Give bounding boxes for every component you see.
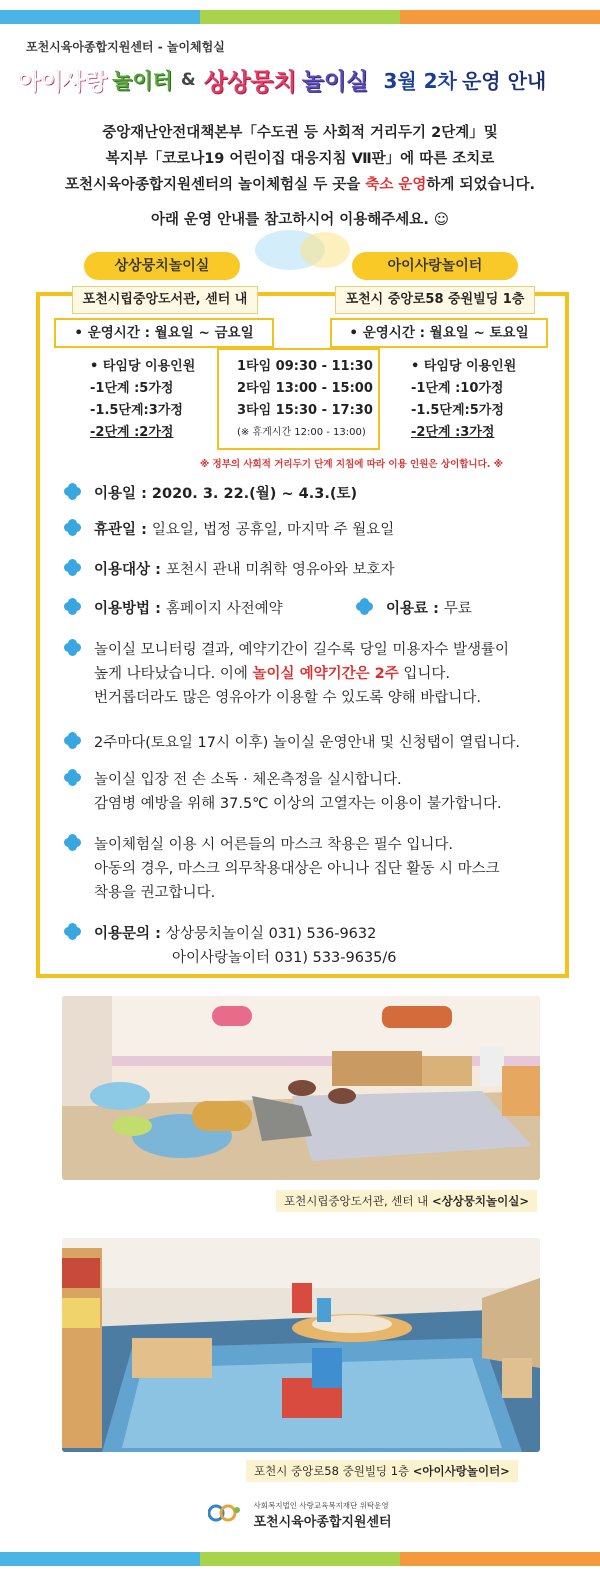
info-monitoring: 놀이실 모니터링 결과, 예약기간이 길수록 당일 미용자수 발생률이 높게 나타났습니다. 이에 놀이실 예약기간은 2주 입니다. 번거롭더라도 많은 영유아가 이용할 수 있도록 양해 바랍니다. bbox=[64, 638, 509, 710]
photo-caption-1: 포천시립중앙도서관, 센터 내 <상상뭉치놀이실> bbox=[276, 1190, 537, 1212]
info-closed: 휴관일 : 일요일, 법정 공휴일, 마지막 주 월요일 bbox=[64, 518, 394, 542]
clover-icon bbox=[64, 559, 82, 577]
page-title bbox=[18, 62, 588, 102]
info-target: 이용대상 : 포천시 관내 미취학 영유아와 보호자 bbox=[64, 558, 394, 582]
contact-phone-1: 상상뭉치놀이실 031) 536-9632 bbox=[165, 926, 377, 942]
break-time-note: (※ 휴게시간 12:00 - 13:00) bbox=[237, 427, 366, 438]
decor-blob-yellow bbox=[300, 232, 350, 268]
title-guide: 운영 안내 bbox=[461, 69, 547, 93]
time-slot-2: 2타임 13:00 - 15:00 bbox=[237, 381, 373, 396]
clover-icon bbox=[64, 598, 82, 616]
photo-caption-2: 포천시 중앙로58 중원빌딩 1층 <아이사랑놀이터> bbox=[246, 1460, 518, 1482]
clover-icon bbox=[64, 732, 82, 750]
center-logo-icon bbox=[208, 1502, 242, 1528]
clover-icon bbox=[64, 639, 82, 657]
booking-period-highlight: 놀이실 예약기간은 2주 bbox=[252, 666, 399, 682]
venue-location-left: 포천시립중앙도서관, 센터 내 bbox=[72, 286, 258, 314]
clover-icon bbox=[64, 483, 82, 501]
info-mask: 놀이체험실 이용 시 어른들의 마스크 착용은 필수 입니다. 아동의 경우, 마스크 의무착용대상은 아니나 집단 활동 시 마스크 착용을 권고합니다. bbox=[64, 833, 500, 905]
venue-pill-aisarang: 아이사랑놀이터 bbox=[352, 252, 518, 280]
time-slot-3: 3타임 15:30 - 17:30 bbox=[237, 403, 373, 418]
clover-icon bbox=[64, 519, 82, 537]
title-ampersand: & bbox=[180, 69, 196, 90]
title-month: 3월 2차 bbox=[383, 69, 457, 93]
venue-pill-sangsang: 상상뭉치놀이실 bbox=[84, 252, 240, 280]
info-period: 이용일 : 2020. 3. 22.(월) ~ 4.3.(토) bbox=[64, 482, 357, 506]
title-sangsang: 상상뭉치 bbox=[203, 68, 297, 96]
capacity-caution: ※ 정부의 사회적 거리두기 단계 지침에 따라 이용 인원은 상이합니다. ※ bbox=[200, 459, 503, 470]
footer-center-name: 포천시육아종합지원센터 bbox=[253, 1515, 392, 1530]
clover-icon bbox=[356, 598, 374, 616]
info-method: 이용방법 : 홈페이지 사전예약 bbox=[64, 597, 283, 621]
capacity-left: • 타임당 이용인원 -1단계 :5가정 -1.5단계:3가정 -2단계 :2가정 bbox=[90, 359, 196, 440]
clover-icon bbox=[64, 769, 82, 787]
info-entry: 놀이실 입장 전 손 소독 · 체온측정을 실시합니다. 감염병 예방을 위해 37.5℃ 이상의 고열자는 이용이 불가합니다. bbox=[64, 768, 502, 816]
capacity-right: • 타임당 이용인원 -1단계 :10가정 -1.5단계:5가정 -2단계 :3가정 bbox=[411, 359, 517, 440]
info-biweekly: 2주마다(토요일 17시 이후) 놀이실 운영안내 및 신청탭이 열립니다. bbox=[64, 731, 520, 755]
info-fee: 이용료 : 무료 bbox=[356, 597, 472, 621]
title-noriter: 놀이터 bbox=[111, 68, 173, 93]
top-color-stripe bbox=[0, 10, 600, 24]
time-slot-1: 1타임 09:30 - 11:30 bbox=[237, 359, 373, 374]
title-aisarang: 아이사랑 bbox=[18, 69, 107, 95]
info-contact: 이용문의 : 상상뭉치놀이실 031) 536-9632 아이사랑놀이터 031) 533-9635/6 bbox=[64, 922, 397, 970]
contact-phone-2: 아이사랑놀이터 031) 533-9635/6 bbox=[172, 950, 397, 966]
hours-left: • 운영시간 : 월요일 ~ 금요일 bbox=[54, 318, 274, 348]
footer bbox=[0, 1500, 600, 1530]
org-label: 포천시육아종합지원센터 - 놀이체험실 bbox=[26, 40, 225, 54]
intro-line-4: 아래 운영 안내를 참고하시어 이용해주세요. ☺ bbox=[151, 212, 449, 228]
photo-sangsang-room bbox=[62, 996, 540, 1180]
clover-icon bbox=[64, 834, 82, 852]
intro-text bbox=[0, 120, 600, 198]
title-norisil: 놀이실 bbox=[301, 69, 369, 95]
timetable bbox=[217, 348, 380, 450]
hours-right: • 운영시간 : 월요일 ~ 토요일 bbox=[330, 318, 548, 348]
reduced-operation: 축소 운영 bbox=[365, 177, 427, 193]
intro-line-3: 포천시육아종합지원센터의 놀이체험실 두 곳을 축소 운영하게 되었습니다. bbox=[64, 177, 536, 193]
intro-line-2: 복지부「코로나19 어린이집 대응지침 Ⅶ판」에 따른 조치로 bbox=[105, 151, 495, 167]
bottom-color-stripe bbox=[0, 1552, 600, 1566]
photo-aisarang-playground bbox=[62, 1238, 540, 1452]
footer-sub: 사회복지법인 사랑교육복지재단 위탁운영 bbox=[253, 1501, 389, 1510]
intro-line-1: 중앙재난안전대책본부「수도권 등 사회적 거리두기 2단계」및 bbox=[102, 125, 498, 141]
clover-icon bbox=[64, 923, 82, 941]
venue-location-right: 포천시 중앙로58 중원빌딩 1층 bbox=[335, 286, 535, 314]
